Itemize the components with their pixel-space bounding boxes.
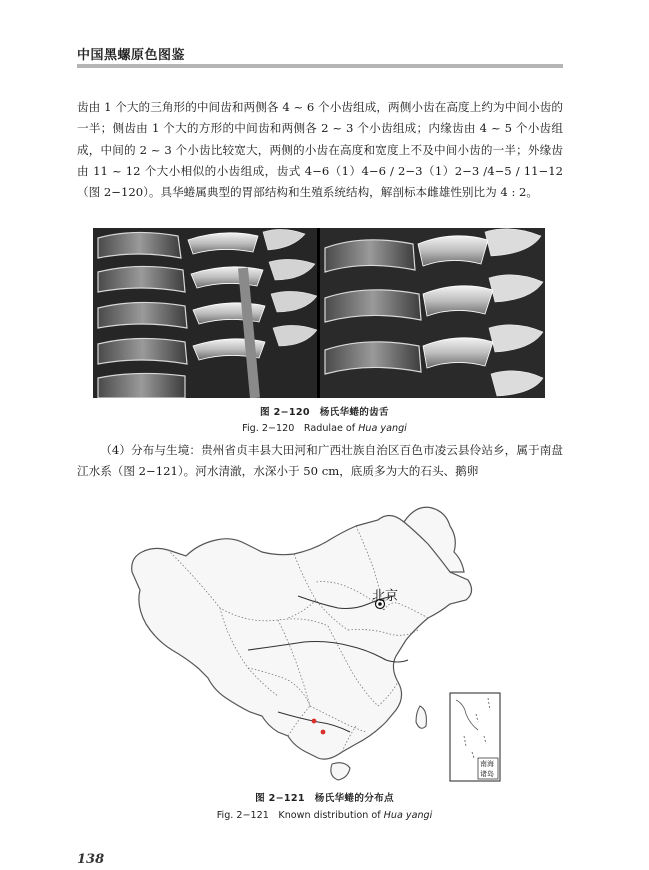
page-number: 138 [77, 852, 105, 867]
running-head: 中国黑螺原色图鉴 [77, 48, 186, 63]
body-paragraph-distribution: （4）分布与生境：贵州省贞丰县大田河和广西壮族自治区百色市凌云县伶站乡，属于南盘江水系（图 2−121）。河水清澈，水深小于 50 cm，底质多为大的石头、鹅卵 [77, 443, 563, 479]
caption-en-text: Fig. 2−121 Known distribution of [216, 810, 384, 821]
radula-sem-photo [93, 228, 545, 398]
caption-en-text: Fig. 2−120 Radulae of [242, 423, 359, 434]
species-name: Hua yangi [358, 423, 407, 434]
figure-2-120-caption-en [0, 420, 649, 434]
capital-label: 北京 [372, 589, 399, 604]
figure-2-120-caption-zh: 图 2−120 杨氏华蜷的齿舌 [260, 407, 389, 418]
taiwan-island [416, 706, 426, 728]
inset-label-line1: 南海 [480, 760, 494, 768]
distribution-point [312, 719, 317, 724]
body-paragraph-radula: 齿由 1 个大的三角形的中间齿和两侧各 4 ~ 6 个小齿组成，两侧小齿在高度上约为中间小齿的一半；侧齿由 1 个大的方形的中间齿和两侧各 2 ~ 3 个小齿组成；内缘齿由 4 ~ 5 个小齿组成，中间的 2 ~ 3 个小齿比较宽大，两侧的小齿在高度和宽度上不及中间小齿的一半；外缘齿由 11 ~ 12 个大小相似的小齿组成，齿式 4−6（1）4−6 / 2−3（1）2−3 /4−5 / 11−12（图 2−120）。具华蜷属典型的胃部结构和生殖系统结构，解剖标本雌雄性别比为 4 : 2。 [77, 100, 563, 200]
species-name: Hua yangi [383, 810, 433, 821]
inset-label-line2: 诸岛 [480, 770, 494, 778]
header-rule [77, 64, 563, 68]
figure-2-121-caption-en [0, 807, 649, 821]
distribution-point [321, 730, 326, 735]
hainan-island [331, 763, 350, 780]
figure-2-121-caption-zh: 图 2−121 杨氏华蜷的分布点 [255, 793, 394, 804]
south-china-sea-inset [450, 693, 500, 781]
distribution-map [128, 500, 508, 785]
radula-sem-image [93, 228, 545, 398]
